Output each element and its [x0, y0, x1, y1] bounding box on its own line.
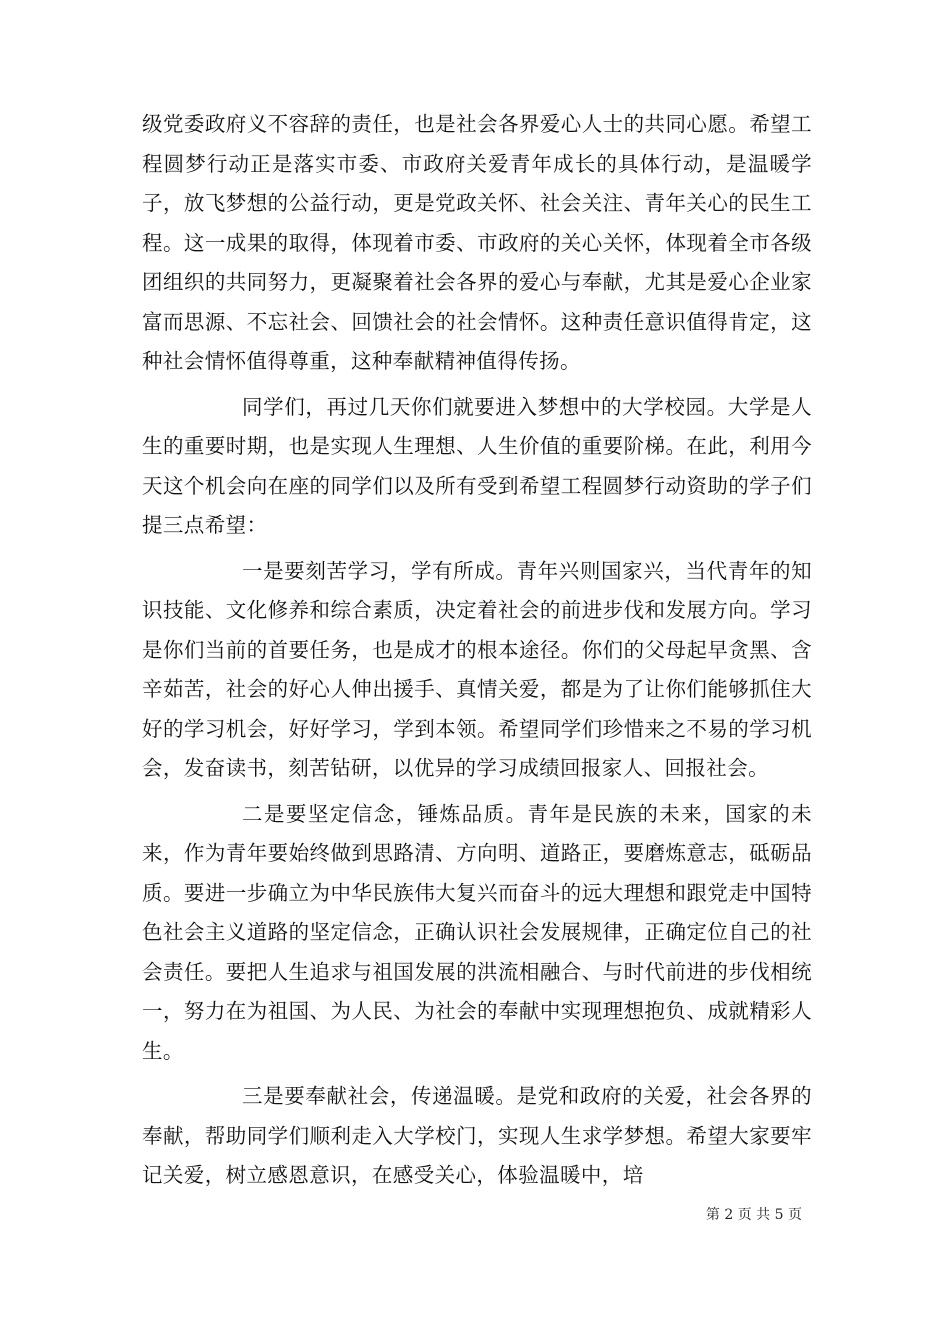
- paragraph-continuation: 级党委政府义不容辞的责任，也是社会各界爱心人士的共同心愿。希望工程圆梦行动正是落实市委、市政府关爱青年成长的具体行动，是温暖学子，放飞梦想的公益行动，更是党政关怀、社会关注、青年关心的民生工程。这一成果的取得，体现着市委、市政府的关心关怀，体现着全市各级团组织的共同努力，更凝聚着社会各界的爱心与奉献，尤其是爱心企业家富而思源、不忘社会、回馈社会的社会情怀。这种责任意识值得肯定，这种社会情怀值得尊重，这种奉献精神值得传扬。: [142, 112, 812, 373]
- page-number: 第 2 页 共 5 页: [705, 1207, 802, 1223]
- paragraph-hope-one: 一是要刻苦学习，学有所成。青年兴则国家兴，当代青年的知识技能、文化修养和综合素质，决定着社会的前进步伐和发展方向。学习是你们当前的首要任务，也是成才的根本途径。你们的父母起早贪黑、含辛茹苦，社会的好心人伸出援手、真情关爱，都是为了让你们能够抓住大好的学习机会，好好学习，学到本领。希望同学们珍惜来之不易的学习机会，发奋读书，刻苦钻研，以优异的学习成绩回报家人、回报社会。: [142, 558, 812, 780]
- paragraph-hope-two: 二是要坚定信念，锤炼品质。青年是民族的未来，国家的未来，作为青年要始终做到思路清、方向明、道路正，要磨炼意志，砥砺品质。要进一步确立为中华民族伟大复兴而奋斗的远大理想和跟党走中国特色社会主义道路的坚定信念，正确认识社会发展规律，正确定位自己的社会责任。要把人生追求与祖国发展的洪流相融合、与时代前进的步伐相统一，努力在为祖国、为人民、为社会的奉献中实现理想抱负、成就精彩人生。: [142, 801, 812, 1063]
- document-body: [142, 105, 812, 1196]
- paragraph-students-address: 同学们，再过几天你们就要进入梦想中的大学校园。大学是人生的重要时期，也是实现人生理想、人生价值的重要阶梯。在此，利用今天这个机会向在座的同学们以及所有受到希望工程圆梦行动资助的学子们提三点希望：: [142, 394, 812, 537]
- paragraph-hope-three: 三是要奉献社会，传递温暖。是党和政府的关爱，社会各界的奉献，帮助同学们顺利走入大学校门，实现人生求学梦想。希望大家要牢记关爱，树立感恩意识，在感受关心，体验温暖中，培: [142, 1084, 812, 1187]
